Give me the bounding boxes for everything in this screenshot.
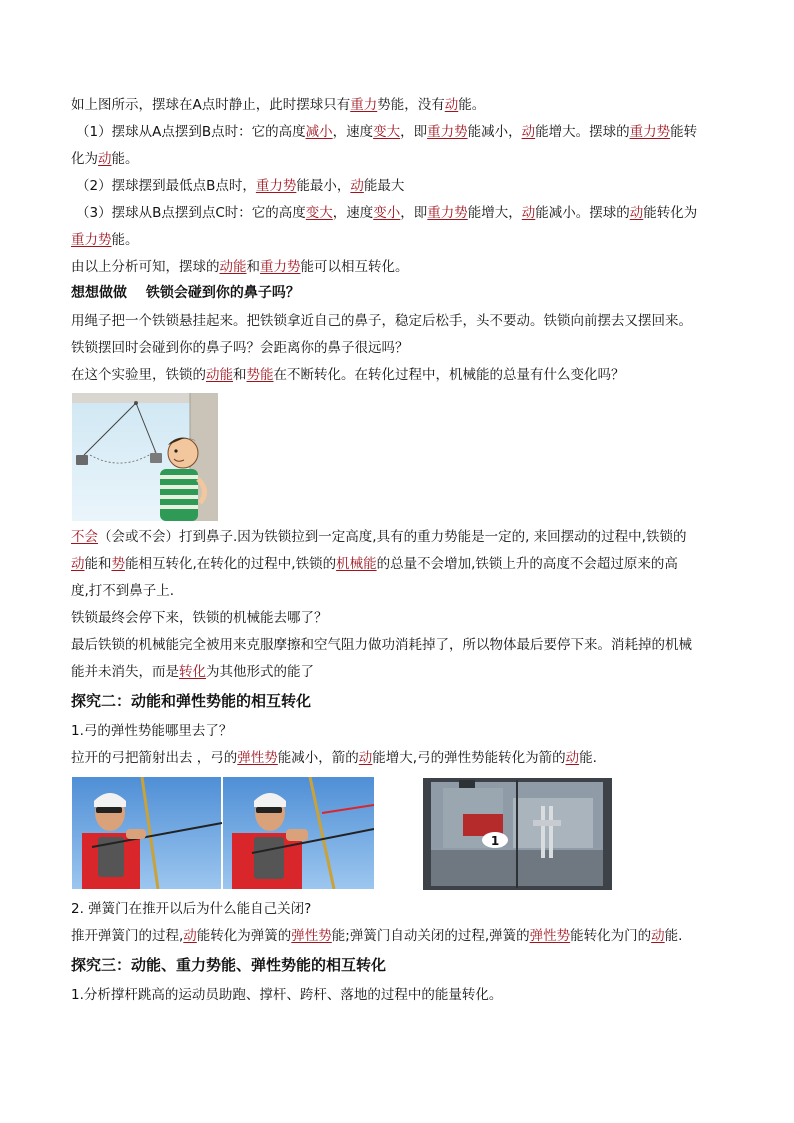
text-line (71, 96, 485, 114)
text-segment: 和 (233, 367, 247, 383)
text-line (71, 582, 174, 600)
text-line (71, 749, 597, 767)
text-segment: 能转化为 (643, 205, 698, 221)
answer-blank: 动 (565, 750, 580, 766)
text-segment: 在不断转化。在转化过程中，机械能的总量有什么变化吗？ (273, 367, 625, 383)
text-segment: 能转化为弹簧的 (196, 928, 292, 944)
section-heading (71, 692, 311, 710)
text-line (71, 900, 311, 918)
text-line (71, 986, 502, 1004)
answer-blank: 动 (350, 178, 364, 194)
answer-blank: 重力势 (255, 178, 297, 194)
text-segment: 最后铁锁的机械能完全被用来克服摩擦和空气阻力做功消耗掉了，所以物体最后要停下来。消耗掉的机械 (71, 637, 692, 653)
text-segment: 能减小， (467, 124, 522, 140)
section-heading (71, 284, 300, 302)
answer-blank: 重力势 (71, 232, 112, 248)
text-segment: ，即 (400, 205, 428, 221)
text-segment: 1.分析撑杆跳高的运动员助跑、撑杆、跨杆、落地的过程中的能量转化。 (71, 987, 503, 1003)
text-segment: 度,打不到鼻子上. (71, 583, 175, 599)
text-segment: 在这个实验里，铁锁的 (71, 367, 206, 383)
text-segment: 能最小， (296, 178, 351, 194)
text-segment: 能。 (111, 151, 139, 167)
answer-blank: 动 (521, 205, 536, 221)
text-line (76, 123, 697, 141)
spring-door-photo (423, 778, 612, 890)
text-line (71, 636, 692, 654)
text-line (71, 231, 139, 249)
answer-blank: 转化 (179, 664, 206, 680)
answer-blank: 重力势 (427, 124, 468, 140)
text-segment: ，速度 (332, 124, 374, 140)
text-segment: （会或不会）打到鼻子.因为铁锁拉到一定高度,具有的重力势能是一定的, 来回摆动的过程中,铁锁的 (98, 529, 687, 545)
text-segment: 能最大 (363, 178, 405, 194)
text-segment: 能转化为门的 (570, 928, 652, 944)
answer-blank: 动 (358, 750, 373, 766)
answer-blank: 势 (111, 556, 125, 572)
text-segment: 能;弹簧门自动关闭的过程,弹簧的 (331, 928, 530, 944)
text-line (71, 722, 232, 740)
answer-blank: 弹性势 (237, 750, 278, 766)
text-line (71, 663, 314, 681)
text-segment: 如上图所示，摆球在A点时静止，此时摆球只有 (71, 97, 351, 113)
text-line (71, 927, 682, 945)
answer-blank: 弹性势 (529, 928, 571, 944)
answer-blank: 势能 (246, 367, 274, 383)
iron-lock-pendulum-figure (72, 393, 218, 521)
answer-blank: 减小 (305, 124, 333, 140)
door-sign-number: 1 (490, 834, 500, 848)
answer-blank: 弹性势 (291, 928, 332, 944)
text-segment: ，速度 (332, 205, 374, 221)
text-segment: 的总量不会增加,铁锁上升的高度不会超过原来的高 (376, 556, 678, 572)
text-line (76, 204, 697, 222)
answer-blank: 动 (629, 205, 644, 221)
answer-blank: 变小 (373, 205, 401, 221)
text-line (71, 339, 409, 357)
text-segment: 能. (579, 750, 597, 766)
text-segment: 想想做做 铁锁会碰到你的鼻子吗？ (71, 285, 300, 301)
text-line (71, 366, 625, 384)
answer-blank: 变大 (305, 205, 333, 221)
answer-blank: 重力势 (629, 124, 671, 140)
text-segment: 能相互转化,在转化的过程中,铁锁的 (125, 556, 337, 572)
answer-blank: 动能 (219, 259, 247, 275)
text-line (71, 555, 678, 573)
text-segment: （3）摆球从B点摆到点C时：它的高度 (76, 205, 306, 221)
text-segment: （2）摆球摆到最低点B点时， (76, 178, 256, 194)
text-segment: 势能，没有 (377, 97, 445, 113)
text-segment: 推开弹簧门的过程, (71, 928, 184, 944)
text-segment: 用绳子把一个铁锁悬挂起来。把铁锁拿近自己的鼻子，稳定后松手，头不要动。铁锁向前摆去又摆回来。 (71, 313, 692, 329)
answer-blank: 动 (183, 928, 197, 944)
answer-blank: 动 (444, 97, 459, 113)
archery-photo (72, 777, 374, 889)
text-segment: 能转 (670, 124, 698, 140)
answer-blank: 动 (98, 151, 112, 167)
text-segment: 能增大。摆球的 (535, 124, 630, 140)
text-line (71, 312, 692, 330)
text-segment: 和 (246, 259, 260, 275)
section-heading (71, 956, 386, 974)
text-segment: 能和 (84, 556, 112, 572)
text-segment: 探究三：动能、重力势能、弹性势能的相互转化 (71, 956, 387, 974)
answer-blank: 重力 (350, 97, 378, 113)
text-segment: 能并未消失，而是 (71, 664, 179, 680)
text-line (71, 150, 139, 168)
text-segment: 拉开的弓把箭射出去 ，弓的 (71, 750, 238, 766)
text-segment: 铁锁最终会停下来，铁锁的机械能去哪了？ (71, 610, 328, 626)
text-segment: 能。 (458, 97, 486, 113)
answer-blank: 重力势 (260, 259, 301, 275)
text-segment: 2. 弹簧门在推开以后为什么能自己关闭? (71, 901, 312, 917)
answer-blank: 重力势 (427, 205, 468, 221)
text-line (76, 177, 404, 195)
text-segment: 能。 (111, 232, 139, 248)
text-line (71, 258, 409, 276)
text-line (71, 528, 686, 546)
answer-blank: 动 (651, 928, 665, 944)
answer-blank: 动能 (206, 367, 233, 383)
answer-blank: 不会 (71, 529, 98, 545)
answer-blank: 变大 (373, 124, 401, 140)
text-segment: 由以上分析可知，摆球的 (71, 259, 220, 275)
text-segment: ，即 (400, 124, 428, 140)
text-segment: 1.弓的弹性势能哪里去了？ (71, 723, 233, 739)
text-segment: （1）摆球从A点摆到B点时：它的高度 (76, 124, 306, 140)
text-segment: 铁锁摆回时会碰到你的鼻子吗？会距离你的鼻子很远吗？ (71, 340, 409, 356)
text-segment: 能减小。摆球的 (535, 205, 630, 221)
text-segment: 能增大， (467, 205, 522, 221)
text-line (71, 609, 328, 627)
text-segment: 化为 (71, 151, 98, 167)
text-segment: 探究二：动能和弹性势能的相互转化 (71, 692, 312, 710)
text-segment: 为其他形式的能了 (206, 664, 314, 680)
text-segment: 能增大,弓的弹性势能转化为箭的 (372, 750, 566, 766)
text-segment: 能减小，箭的 (277, 750, 359, 766)
text-segment: 能可以相互转化。 (300, 259, 409, 275)
text-segment: 能. (664, 928, 683, 944)
answer-blank: 动 (71, 556, 85, 572)
answer-blank: 动 (521, 124, 536, 140)
answer-blank: 机械能 (336, 556, 377, 572)
